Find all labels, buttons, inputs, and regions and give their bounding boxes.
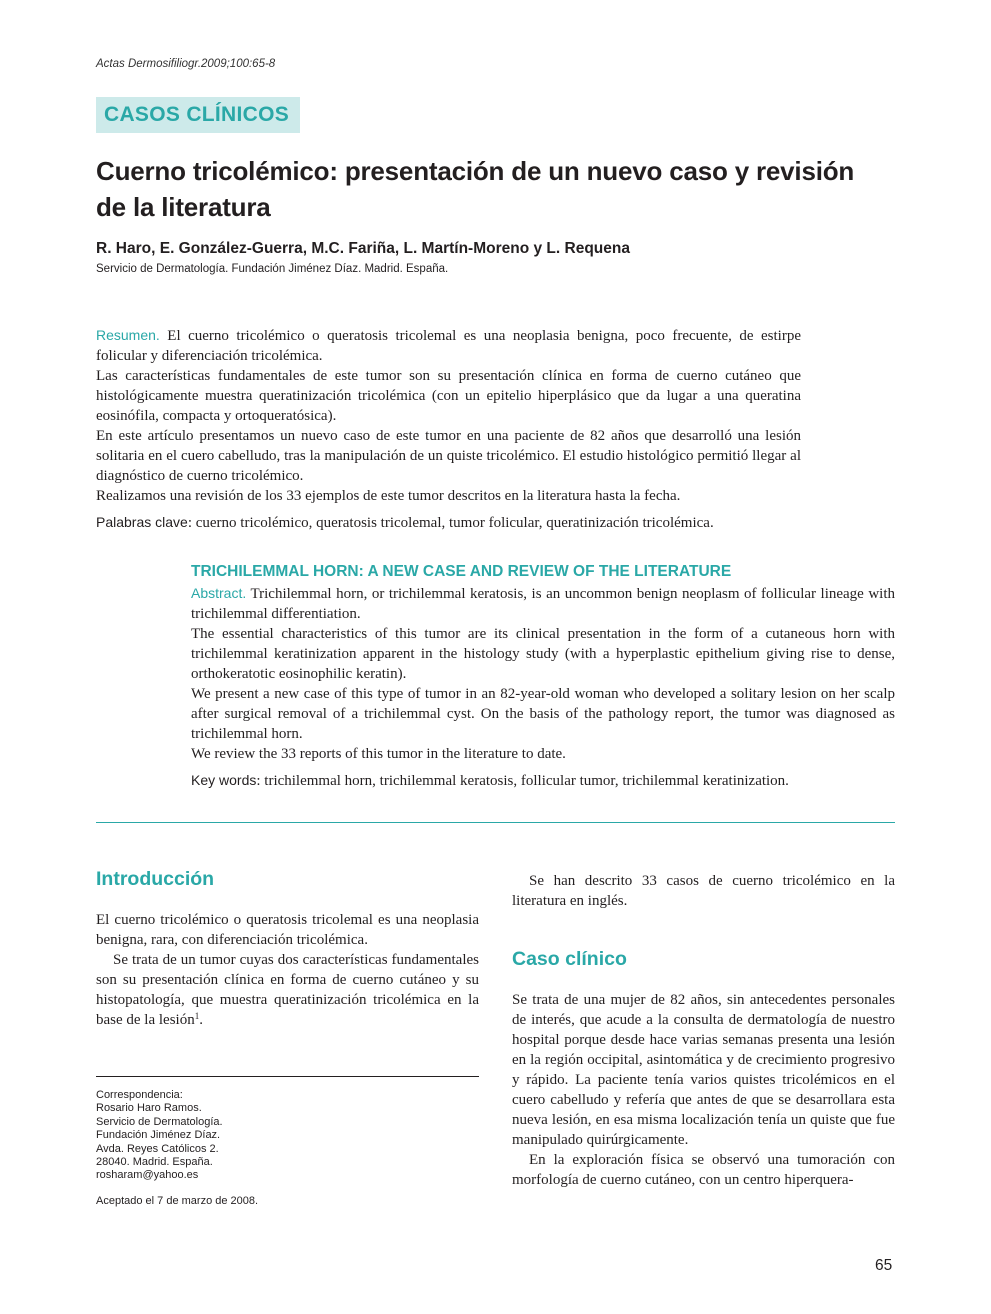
intro-column [96,910,479,1030]
caso-column [512,990,895,1190]
palabras-clave-label: Palabras clave [96,514,188,530]
abstract-paragraph: We present a new case of this type of tumor in an 82-year-old woman who developed a solitary lesion on her scalp after surgical removal of a trichilemmal cyst. On the basis of the pathology report, the tumor was diagnosed as trichilemmal horn. [191,686,895,742]
correspondence-line: Rosario Haro Ramos. [96,1102,202,1115]
correspondence-line: Fundación Jiménez Díaz. [96,1129,221,1142]
resumen-text: El cuerno tricolémico o queratosis tricolemal es una neoplasia benigna, poco frecuente, de estirpe folicular y diferenciación tricolémica. [96,328,801,364]
page-number: 65 [875,1257,893,1274]
caso-paragraph: Se trata de una mujer de 82 años, sin antecedentes personales de interés, que acude a la consulta de dermatología de nuestro hospital porque desde hace varias semanas presenta una lesión en la región occipital, asintomática y de crecimiento progresivo y rápido. La paciente tenía varios quistes tricolémicos en el cuero cabelludo y refería que antes de que se desarrollara esta nueva lesión, en esa misma localización tenía un quiste que fue manipulado quirúrgicamente. [512,992,895,1148]
section-tag: CASOS CLÍNICOS [96,97,300,133]
abstract-paragraph: The essential characteristics of this tumor are its clinical presentation in the form of a cutaneous horn with trichilemmal keratinization apparent in the histology study (with a hyperplastic epithelium giving rise to dense, orthokeratotic eosinophilic keratin). [191,626,895,682]
authors: R. Haro, E. González-Guerra, M.C. Fariña, L. Martín-Moreno y L. Requena [96,240,630,257]
title-line-1: Cuerno tricolémico: presentación de un nuevo caso y revisión [96,156,855,186]
abstract-label: Abstract. [191,585,247,601]
correspondence-line: Correspondencia: [96,1089,183,1101]
palabras-clave-text: : cuerno tricolémico, queratosis tricolemal, tumor folicular, queratinización tricolémica. [187,515,714,531]
abstract-paragraph: We review the 33 reports of this tumor in the literature to date. [191,746,566,762]
intro-text: Se trata de un tumor cuyas dos características fundamentales son su presentación clínica en forma de cuerno cutáneo y su histopatología, que muestra queratinización tricolémica en la base de la lesión [96,952,479,1028]
key-words-label: Key words [191,772,257,788]
english-title: TRICHILEMMAL HORN: A NEW CASE AND REVIEW OF THE LITERATURE [191,563,732,580]
journal-reference: Actas Dermosifiliogr.2009;100:65-8 [96,58,276,70]
resumen-paragraph [96,325,801,366]
resumen-label: Resumen. [96,327,160,343]
correspondence-email: rosharam@yahoo.es [96,1169,199,1182]
intro-paragraph: Se han descrito 33 casos de cuerno tricolémico en la literatura en inglés. [512,873,895,909]
intro-text-end: . [199,1012,203,1028]
key-words-text: : trichilemmal horn, trichilemmal keratosis, follicular tumor, trichilemmal keratinization. [256,773,789,789]
key-words [191,770,895,791]
footnote-rule [96,1076,479,1077]
resumen-paragraph: Realizamos una revisión de los 33 ejemplos de este tumor descritos en la literatura hasta la fecha. [96,488,681,504]
intro-heading: Introducción [96,868,215,890]
abstract-block [191,583,895,764]
abstract-text: Trichilemmal horn, or trichilemmal keratosis, is an uncommon benign neoplasm of follicular lineage with trichilemmal differentiation. [191,586,895,622]
title-line-2: de la literatura [96,192,271,222]
resumen-block [96,325,801,506]
section-divider [96,822,895,823]
intro-paragraph [96,950,479,1030]
intro-continued [512,871,895,911]
correspondence-line: Avda. Reyes Católicos 2. [96,1142,219,1155]
correspondence-line: Servicio de Dermatología. [96,1115,223,1128]
resumen-paragraph: En este artículo presentamos un nuevo caso de este tumor en una paciente de 82 años que desarrolló una lesión solitaria en el cuero cabelludo, tras la manipulación de un quiste tricolémico. El estudio histológico permitió llegar al diagnóstico de cuerno tricolémico. [96,428,801,484]
correspondence [96,1089,223,1183]
caso-paragraph: En la exploración física se observó una tumoración con morfología de cuerno cutáneo, con un centro hiperquera- [512,1152,895,1188]
article-title [96,153,896,225]
resumen-paragraph: Las características fundamentales de este tumor son su presentación clínica en forma de cuerno cutáneo que histológicamente muestra queratinización tricolémica (con un epitelio hiperplásico que da lugar a una queratina eosinófila, compacta y ortoqueratósica). [96,368,801,424]
reference-marker: 1 [194,1011,200,1021]
abstract-paragraph [191,583,895,624]
accepted-date: Aceptado el 7 de marzo de 2008. [96,1195,259,1207]
affiliation: Servicio de Dermatología. Fundación Jiménez Díaz. Madrid. España. [96,263,449,275]
correspondence-line: 28040. Madrid. España. [96,1156,213,1169]
palabras-clave [96,512,801,533]
intro-paragraph: El cuerno tricolémico o queratosis tricolemal es una neoplasia benigna, rara, con diferenciación tricolémica. [96,912,479,948]
caso-heading: Caso clínico [512,948,627,970]
